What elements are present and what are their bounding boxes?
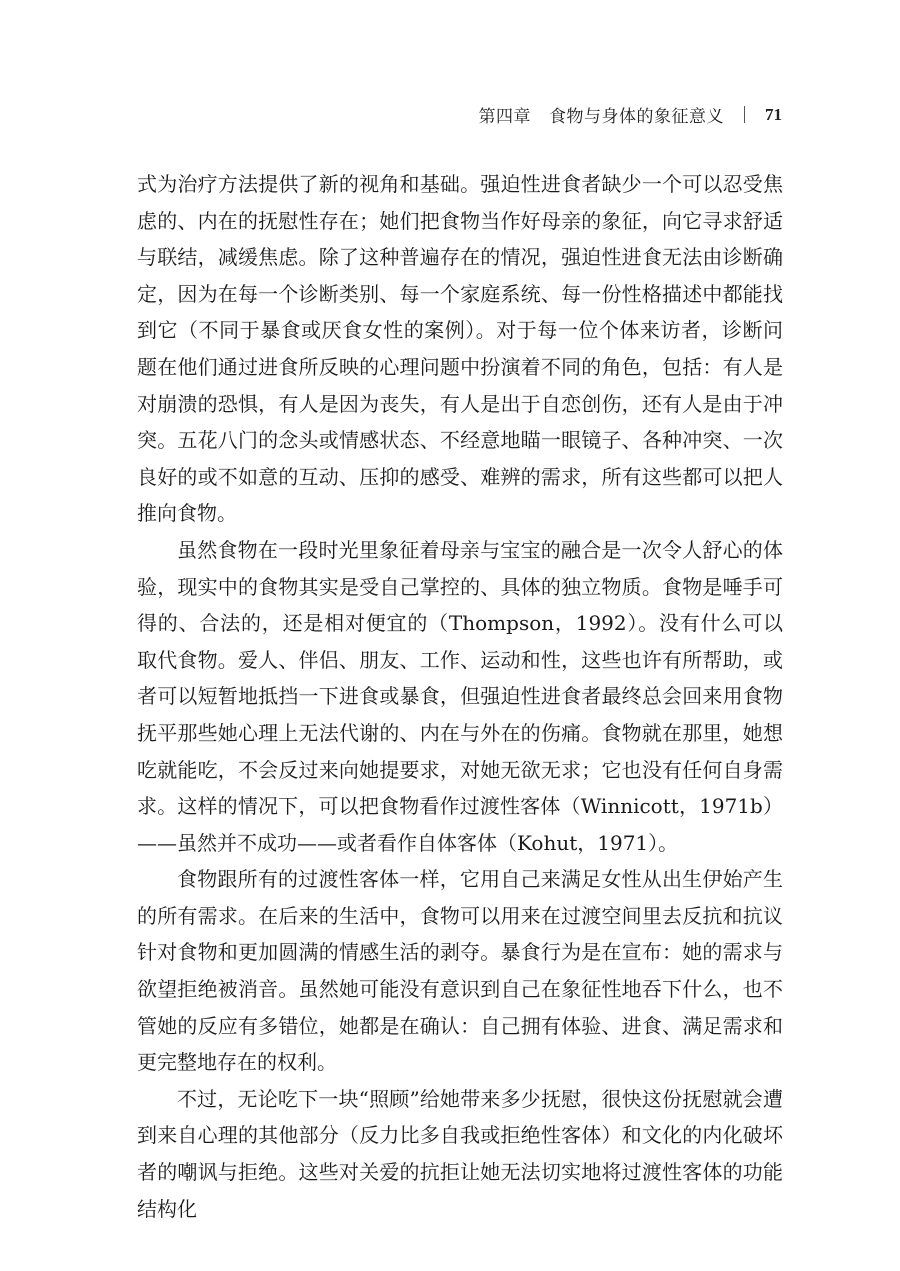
header-chapter: 第四章 xyxy=(478,107,531,127)
paragraph: 虽然食物在一段时光里象征着母亲与宝宝的融合是一次令人舒心的体验，现实中的食物其实是受自己掌控的、具体的独立物质。食物是唾手可得的、合法的，还是相对便宜的（Thompson，1992）。没有什么可以取代食物。爱人、伴侣、朋友、工作、运动和性，这些也许有所帮助，或者可以短暂地抵挡一下进食或暴食，但强迫性进食者最终总会回来用食物抚平那些她心理上无法代谢的、内在与外在的伤痛。食物就在那里，她想吃就能吃，不会反过来向她提要求，对她无欲无求；它也没有任何自身需求。这样的情况下，可以把食物看作过渡性客体（Winnicott，1971b）——虽然并不成功——或者看作自体客体（Kohut，1971）。 xyxy=(137,537,783,855)
running-header xyxy=(479,102,783,127)
paragraph: 不过，无论吃下一块“照顾”给她带来多少抚慰，很快这份抚慰就会遭到来自心理的其他部分（反力比多自我或拒绝性客体）和文化的内化破坏者的嘲讽与拒绝。这些对关爱的抗拒让她无法切实地将过渡性客体的功能结构化 xyxy=(137,1086,783,1221)
header-chapter-title: 食物与身体的象征意义 xyxy=(549,107,724,127)
body-text xyxy=(137,166,783,1227)
paragraph-continued: 式为治疗方法提供了新的视角和基础。强迫性进食者缺少一个可以忍受焦虑的、内在的抚慰性存在；她们把食物当作好母亲的象征，向它寻求舒适与联结，减缓焦虑。除了这种普遍存在的情况，强迫性进食无法由诊断确定，因为在每一个诊断类别、每一个家庭系统、每一份性格描述中都能找到它（不同于暴食或厌食女性的案例）。对于每一位个体来访者，诊断问题在他们通过进食所反映的心理问题中扮演着不同的角色，包括：有人是对崩溃的恐惧，有人是因为丧失，有人是出于自恋创伤，还有人是由于冲突。五花八门的念头或情感状态、不经意地瞄一眼镜子、各种冲突、一次良好的或不如意的互动、压抑的感受、难辨的需求，所有这些都可以把人推向食物。 xyxy=(137,172,783,526)
paragraph: 食物跟所有的过渡性客体一样，它用自己来满足女性从出生伊始产生的所有需求。在后来的生活中，食物可以用来在过渡空间里去反抗和抗议针对食物和更加圆满的情感生活的剥夺。暴食行为是在宣布：她的需求与欲望拒绝被消音。虽然她可能没有意识到自己在象征性地吞下什么，也不管她的反应有多错位，她都是在确认：自己拥有体验、进食、满足需求和更完整地存在的权利。 xyxy=(137,867,783,1075)
page-number: 71 xyxy=(765,104,782,124)
header-divider xyxy=(744,106,745,123)
